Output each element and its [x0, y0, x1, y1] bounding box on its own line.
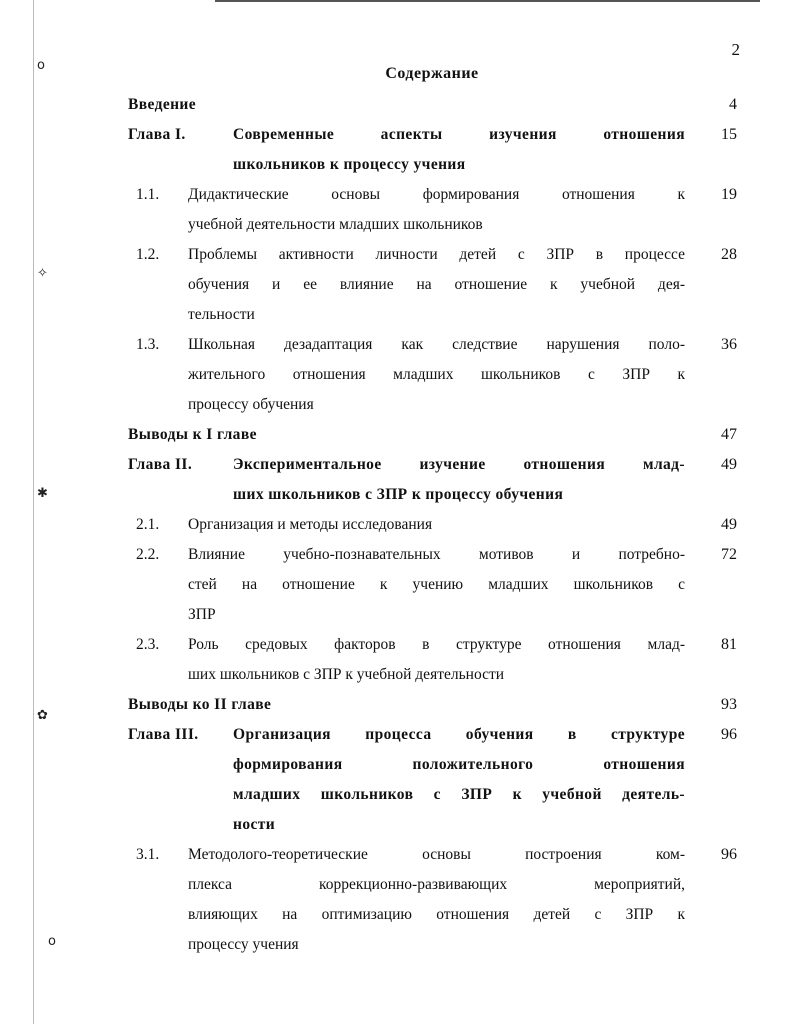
- toc-section-title-line: ЗПР: [188, 606, 216, 623]
- table-of-contents: [128, 95, 742, 965]
- toc-chapter-title-line: ности: [233, 816, 276, 833]
- toc-section-title-line: Методолого-теоретические основы построения ком-: [188, 846, 685, 863]
- toc-entry-section[interactable]: [128, 515, 742, 545]
- toc-page-number: 36: [721, 336, 737, 353]
- toc-entry-heading[interactable]: [128, 95, 742, 125]
- toc-page-number: 49: [721, 516, 737, 533]
- toc-chapter-title-line: формирования положительного отношения: [233, 756, 685, 773]
- toc-page-number: 96: [721, 846, 737, 863]
- toc-page-number: 19: [721, 186, 737, 203]
- toc-section-title-line: Проблемы активности личности детей с ЗПР в процессе: [188, 246, 685, 263]
- toc-entry-chapter[interactable]: [128, 725, 742, 845]
- toc-section-title-line: процессу учения: [188, 936, 299, 953]
- page-number: 2: [731, 40, 740, 59]
- margin-mark-circle-icon: o: [37, 58, 45, 73]
- toc-section-title-line: Школьная дезадаптация как следствие нарушения поло-: [188, 336, 685, 353]
- toc-section-title-line: Дидактические основы формирования отношения к: [188, 186, 685, 203]
- toc-section-title-line: плекса коррекционно-развивающих мероприятий,: [188, 876, 685, 893]
- toc-page-number: 81: [721, 636, 737, 653]
- toc-section-title-line: тельности: [188, 306, 255, 323]
- margin-mark-star-icon: ✱: [37, 486, 48, 501]
- toc-heading-label: Выводы к I главе: [128, 426, 257, 443]
- toc-chapter-title-line: Организация процесса обучения в структуре: [233, 726, 685, 743]
- toc-entry-chapter[interactable]: [128, 125, 742, 185]
- toc-page-number: 72: [721, 546, 737, 563]
- toc-entry-section[interactable]: [128, 845, 742, 965]
- toc-section-title-line: жительного отношения младших школьников с ЗПР к: [188, 366, 685, 383]
- toc-entry-chapter[interactable]: [128, 455, 742, 515]
- toc-section-title-line: влияющих на оптимизацию отношения детей с ЗПР к: [188, 906, 685, 923]
- toc-page-number: 28: [721, 246, 737, 263]
- toc-page-number: 96: [721, 726, 737, 743]
- margin-mark-circle-icon: o: [48, 934, 56, 949]
- toc-page-number: 47: [721, 426, 737, 443]
- toc-chapter-title-line: ших школьников с ЗПР к процессу обучения: [233, 486, 564, 503]
- toc-chapter-title-line: младших школьников с ЗПР к учебной деятель-: [233, 786, 685, 803]
- toc-page-number: 49: [721, 456, 737, 473]
- toc-section-number: 2.2.: [136, 546, 160, 563]
- toc-section-title-line: стей на отношение к учению младших школьников с: [188, 576, 685, 593]
- toc-section-title-line: Влияние учебно-познавательных мотивов и потребно-: [188, 546, 685, 563]
- margin-mark-flower-icon: ✧: [37, 266, 48, 281]
- toc-entry-section[interactable]: [128, 245, 742, 335]
- toc-page-number: 93: [721, 696, 737, 713]
- toc-entry-heading[interactable]: [128, 425, 742, 455]
- toc-section-title-line: Организация и методы исследования: [188, 516, 433, 533]
- toc-entry-section[interactable]: [128, 185, 742, 245]
- toc-chapter-title-line: Современные аспекты изучения отношения: [233, 126, 685, 143]
- toc-page-number: 15: [721, 126, 737, 143]
- toc-page-number: 4: [729, 96, 737, 113]
- toc-section-title-line: ших школьников с ЗПР к учебной деятельности: [188, 666, 505, 683]
- toc-heading-label: Введение: [128, 96, 197, 113]
- margin-mark-leaf-icon: ✿: [37, 708, 48, 723]
- toc-chapter-label: Глава II.: [128, 456, 193, 473]
- toc-section-number: 2.1.: [136, 516, 160, 533]
- toc-heading-label: Выводы ко II главе: [128, 696, 272, 713]
- toc-chapter-label: Глава I.: [128, 126, 186, 143]
- toc-section-title-line: Роль средовых факторов в структуре отношения млад-: [188, 636, 685, 653]
- toc-entry-heading[interactable]: [128, 695, 742, 725]
- toc-section-title-line: обучения и ее влияние на отношение к учебной дея-: [188, 276, 685, 293]
- scan-edge-left: [33, 0, 34, 1024]
- toc-entry-section[interactable]: [128, 635, 742, 695]
- toc-chapter-title-line: Экспериментальное изучение отношения млад-: [233, 456, 685, 473]
- toc-section-number: 1.1.: [136, 186, 160, 203]
- toc-section-title-line: учебной деятельности младших школьников: [188, 216, 483, 233]
- toc-section-number: 1.3.: [136, 336, 160, 353]
- toc-section-number: 1.2.: [136, 246, 160, 263]
- scan-edge-top: [215, 0, 760, 2]
- toc-section-number: 2.3.: [136, 636, 160, 653]
- toc-section-title-line: процессу обучения: [188, 396, 314, 413]
- toc-entry-section[interactable]: [128, 545, 742, 635]
- toc-section-number: 3.1.: [136, 846, 160, 863]
- toc-entry-section[interactable]: [128, 335, 742, 425]
- toc-chapter-label: Глава III.: [128, 726, 199, 743]
- toc-chapter-title-line: школьников к процессу учения: [233, 156, 466, 173]
- page-title: Содержание: [385, 65, 479, 82]
